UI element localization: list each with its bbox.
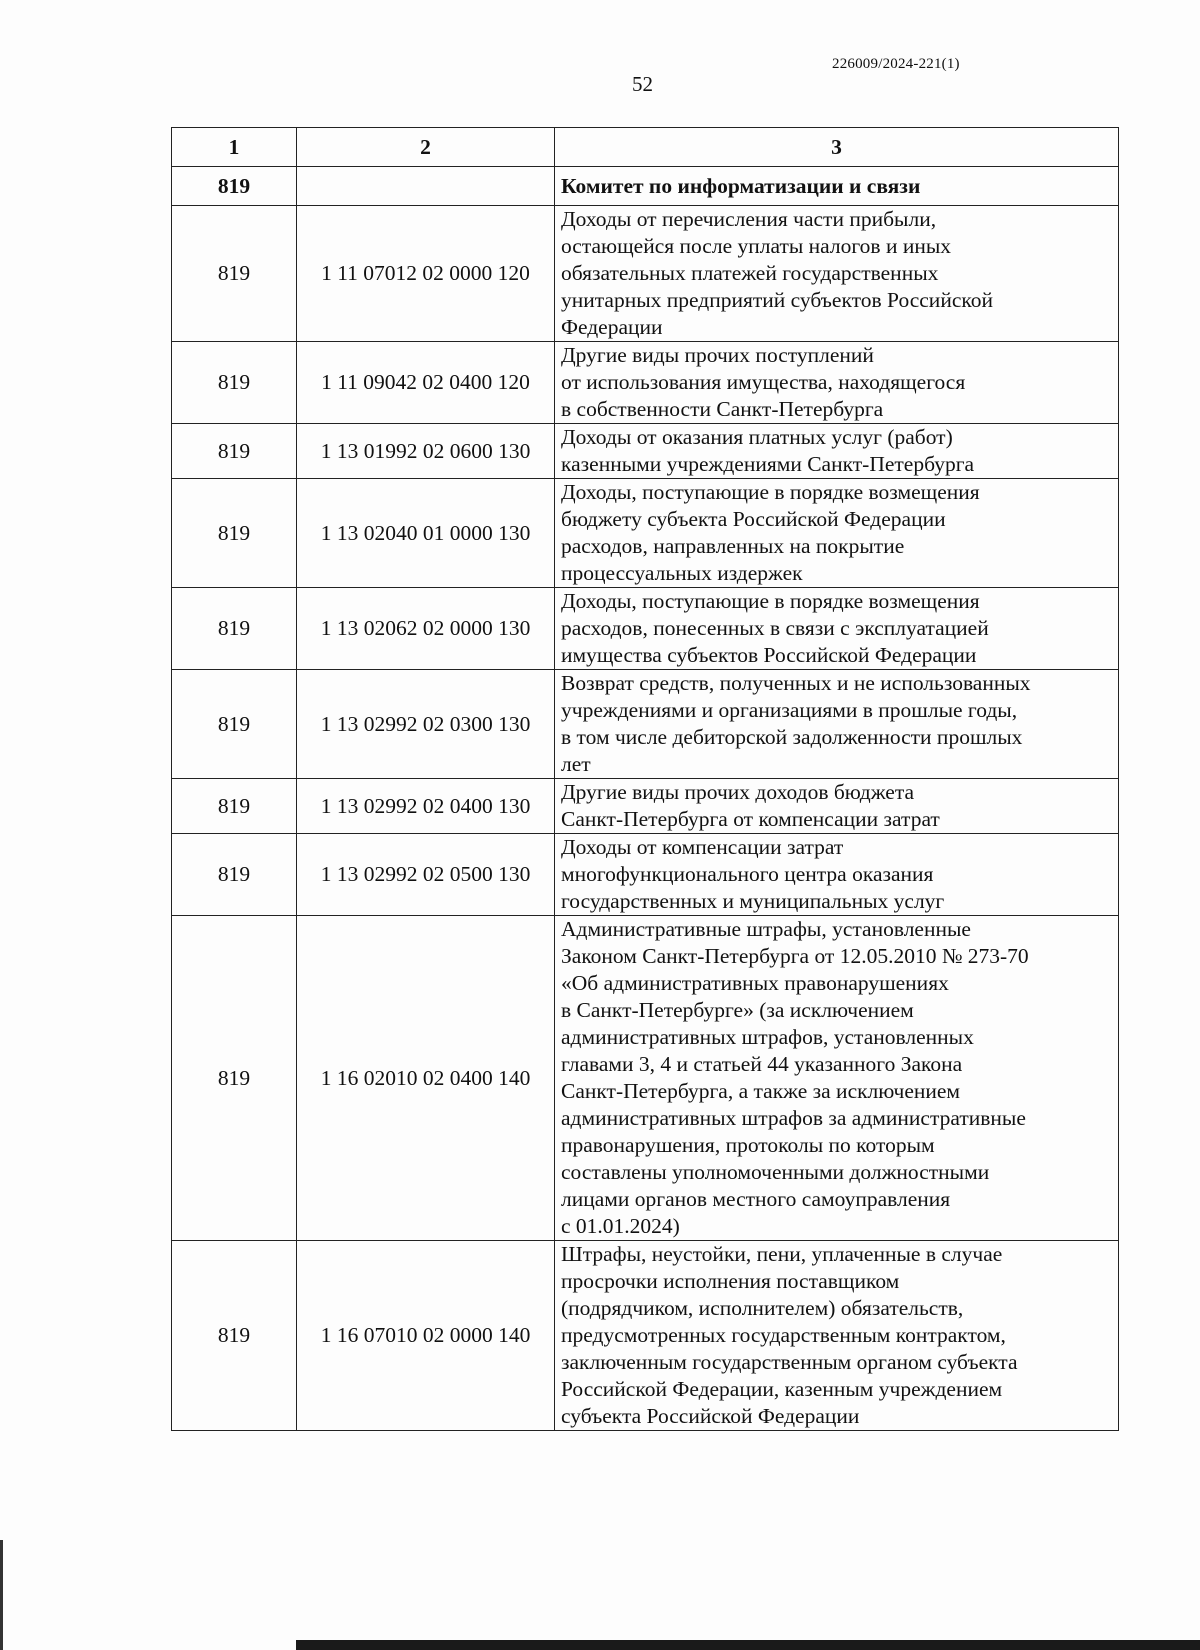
description-line: остающейся после уплаты налогов и иных xyxy=(561,234,952,258)
description-line: Другие виды прочих доходов бюджета xyxy=(561,780,915,804)
description-line: многофункционального центра оказания xyxy=(561,862,934,886)
table-row xyxy=(172,479,1119,588)
description-line: расходов, направленных на покрытие xyxy=(561,534,905,558)
description-line: в собственности Санкт-Петербурга xyxy=(561,397,884,421)
description-line: правонарушения, протоколы по которым xyxy=(561,1133,935,1157)
description-line: просрочки исполнения поставщиком xyxy=(561,1269,900,1293)
description-cell xyxy=(555,670,1119,779)
description-line: лет xyxy=(561,752,591,776)
table-row xyxy=(172,670,1119,779)
kbk-code-cell: 1 16 02010 02 0400 140 xyxy=(297,916,555,1241)
scan-artifact-bottom-bar xyxy=(296,1640,1200,1650)
table-row xyxy=(172,834,1119,916)
description-line: Санкт-Петербурга от компенсации затрат xyxy=(561,807,940,831)
kbk-code-cell: 1 11 07012 02 0000 120 xyxy=(297,206,555,342)
document-id: 226009/2024-221(1) xyxy=(832,56,960,72)
description-line: предусмотренных государственным контрактом, xyxy=(561,1323,1006,1347)
description-cell xyxy=(555,916,1119,1241)
description-line: с 01.01.2024) xyxy=(561,1214,680,1238)
description-line: обязательных платежей государственных xyxy=(561,261,939,285)
kbk-code-cell: 1 13 01992 02 0600 130 xyxy=(297,424,555,479)
admin-code-cell: 819 xyxy=(172,1241,297,1431)
description-line: Доходы от перечисления части прибыли, xyxy=(561,207,937,231)
admin-code-cell: 819 xyxy=(172,779,297,834)
kbk-code-cell: 1 13 02992 02 0500 130 xyxy=(297,834,555,916)
description-cell xyxy=(555,342,1119,424)
column-header-2: 2 xyxy=(297,128,555,167)
budget-codes-table xyxy=(171,127,1119,1431)
description-line: Другие виды прочих поступлений xyxy=(561,343,874,367)
description-cell xyxy=(555,424,1119,479)
description-line: «Об административных правонарушениях xyxy=(561,971,949,995)
description-line: Доходы от оказания платных услуг (работ) xyxy=(561,425,953,449)
scan-artifact-left-edge xyxy=(0,1540,3,1650)
description-line: Штрафы, неустойки, пени, уплаченные в случае xyxy=(561,1242,1003,1266)
description-line: процессуальных издержек xyxy=(561,561,803,585)
description-line: лицами органов местного самоуправления xyxy=(561,1187,951,1211)
admin-code-cell: 819 xyxy=(172,916,297,1241)
table-row xyxy=(172,206,1119,342)
table-row xyxy=(172,1241,1119,1431)
description-cell xyxy=(555,206,1119,342)
description-line: расходов, понесенных в связи с эксплуатацией xyxy=(561,616,989,640)
description-cell xyxy=(555,779,1119,834)
column-header-row xyxy=(172,128,1119,167)
description-line: составлены уполномоченными должностными xyxy=(561,1160,990,1184)
description-cell xyxy=(555,834,1119,916)
admin-code-cell: 819 xyxy=(172,342,297,424)
description-line: от использования имущества, находящегося xyxy=(561,370,966,394)
admin-code-cell: 819 xyxy=(172,479,297,588)
table-row xyxy=(172,916,1119,1241)
description-line: главами 3, 4 и статьей 44 указанного Закона xyxy=(561,1052,963,1076)
kbk-code-cell: 1 11 09042 02 0400 120 xyxy=(297,342,555,424)
committee-code: 819 xyxy=(172,167,297,206)
description-line: государственных и муниципальных услуг xyxy=(561,889,945,913)
description-line: учреждениями и организациями в прошлые годы, xyxy=(561,698,1018,722)
page-number: 52 xyxy=(632,72,653,96)
description-cell xyxy=(555,588,1119,670)
column-header-3: 3 xyxy=(555,128,1119,167)
description-line: казенными учреждениями Санкт-Петербурга xyxy=(561,452,975,476)
description-line: субъекта Российской Федерации xyxy=(561,1404,860,1428)
committee-name: Комитет по информатизации и связи xyxy=(555,167,1119,206)
description-line: Санкт-Петербурга, а также за исключением xyxy=(561,1079,961,1103)
description-line: (подрядчиком, исполнителем) обязательств, xyxy=(561,1296,964,1320)
admin-code-cell: 819 xyxy=(172,206,297,342)
kbk-code-cell: 1 13 02040 01 0000 130 xyxy=(297,479,555,588)
description-line: Доходы от компенсации затрат xyxy=(561,835,844,859)
description-line: имущества субъектов Российской Федерации xyxy=(561,643,977,667)
committee-kbk xyxy=(297,167,555,206)
description-cell xyxy=(555,479,1119,588)
description-line: унитарных предприятий субъектов Российской xyxy=(561,288,993,312)
description-line: административных штрафов, установленных xyxy=(561,1025,974,1049)
table-row xyxy=(172,342,1119,424)
description-line: административных штрафов за административные xyxy=(561,1106,1026,1130)
description-line: Административные штрафы, установленные xyxy=(561,917,971,941)
table-row xyxy=(172,779,1119,834)
description-line: бюджету субъекта Российской Федерации xyxy=(561,507,946,531)
table-row xyxy=(172,588,1119,670)
description-line: Российской Федерации, казенным учреждением xyxy=(561,1377,1003,1401)
description-line: заключенным государственным органом субъекта xyxy=(561,1350,1018,1374)
description-cell xyxy=(555,1241,1119,1431)
description-line: в том числе дебиторской задолженности прошлых xyxy=(561,725,1023,749)
table-row xyxy=(172,424,1119,479)
admin-code-cell: 819 xyxy=(172,588,297,670)
description-line: Доходы, поступающие в порядке возмещения xyxy=(561,480,980,504)
description-line: Возврат средств, полученных и не использованных xyxy=(561,671,1031,695)
column-header-1: 1 xyxy=(172,128,297,167)
admin-code-cell: 819 xyxy=(172,834,297,916)
description-line: Законом Санкт-Петербурга от 12.05.2010 № 273-70 xyxy=(561,944,1029,968)
kbk-code-cell: 1 13 02992 02 0400 130 xyxy=(297,779,555,834)
description-line: в Санкт-Петербурге» (за исключением xyxy=(561,998,914,1022)
kbk-code-cell: 1 16 07010 02 0000 140 xyxy=(297,1241,555,1431)
description-line: Федерации xyxy=(561,315,663,339)
kbk-code-cell: 1 13 02062 02 0000 130 xyxy=(297,588,555,670)
admin-code-cell: 819 xyxy=(172,670,297,779)
kbk-code-cell: 1 13 02992 02 0300 130 xyxy=(297,670,555,779)
committee-row xyxy=(172,167,1119,206)
description-line: Доходы, поступающие в порядке возмещения xyxy=(561,589,980,613)
admin-code-cell: 819 xyxy=(172,424,297,479)
